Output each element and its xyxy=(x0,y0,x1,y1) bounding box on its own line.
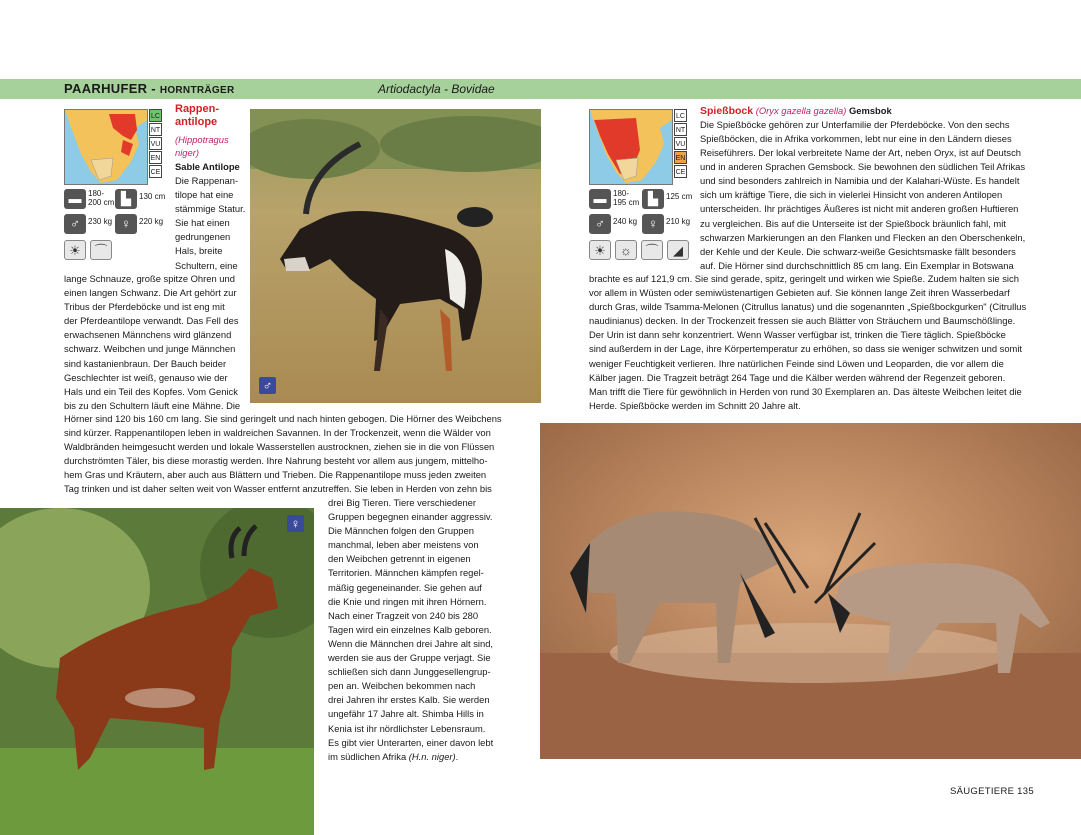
text-line: der Pferdeantilope verwandt. Das Fell des xyxy=(64,315,239,327)
oryx-distribution-map xyxy=(589,109,673,185)
sable-last-line xyxy=(328,750,458,764)
oryx-sci-name: (Oryx gazella gazella) xyxy=(755,105,847,116)
text-line: Tag trinken und ist daher selten weit von Wasser entfernt anzutreffen. Sie leben in Herden von zehn bis xyxy=(64,483,492,495)
text-line: sind kastanienbraun. Der Bauch beider xyxy=(64,357,227,369)
text-line: Waldbränden heimgesucht werden und lokale Wasserstellen austrocknen, ziehen sie in die von Flüssen xyxy=(64,441,495,453)
sable-distribution-map xyxy=(64,109,148,185)
text-line: erwachsenen Männchens wird glänzend xyxy=(64,329,232,341)
text-line: tilope hat eine xyxy=(175,189,234,201)
text-line: zu vergleichen. Bis auf die Unterseite ist der Spießbock bräunlich fahl, mit xyxy=(700,217,1006,229)
male-weight-icon: ♂ xyxy=(64,214,86,234)
text-line: Es gibt vier Unterarten, einer davon lebt xyxy=(328,736,494,748)
species-name-line2: antilope xyxy=(175,116,218,128)
oryx-first-line xyxy=(700,104,892,118)
habitat-icon: ⌒ xyxy=(90,240,112,260)
sable-wide-text xyxy=(64,412,502,497)
text-line: den Weibchen getrennt in eigenen xyxy=(328,553,471,565)
text-line: lange Schnauze, große spitze Ohren und xyxy=(64,273,235,284)
text-line: Tribus der Pferdeböcke und ist eng mit xyxy=(64,301,225,313)
text-line: Reiseführers. Der lokal verbreitete Name der Art, neben Oryx, ist auf Deutsch xyxy=(700,147,1021,159)
text-line: hem Gras und Kräutern, aber auch aus Blättern und Trieben. Die Rappenantilope muss jeden zweiten xyxy=(64,469,487,481)
text-line: brachte es auf 121,9 cm. Sie sind gerade, spitz, geringelt und wirken wie Spieße. Zudem halten sie sich xyxy=(589,273,1019,284)
sable-weight-male: 230 kg xyxy=(88,217,113,226)
oryx-wide-text xyxy=(589,272,1026,413)
last-line-sci: (H.n. niger) xyxy=(408,751,456,762)
text-line: sind außerdem in der Lage, ihre Körpertemperatur zu erhöhen, so dass sie weniger schwitzen und somit xyxy=(589,343,1023,355)
iucn-vu: VU xyxy=(674,137,687,150)
text-line: Sie hat einen xyxy=(175,217,230,229)
last-line-suffix: . xyxy=(455,751,459,762)
text-line: drei Jahren ihr erstes Kalb. Sie werden xyxy=(328,694,490,706)
shoulder-height-icon: ▙ xyxy=(642,189,664,209)
fighting-oryx-photo xyxy=(540,423,1081,759)
sci-name-line1: (Hippotragus xyxy=(175,134,229,145)
text-line: vor allem in Wüsten oder semiwüstenartigen Gebieten auf. Sie können lange Zeit ihren Wasserbedarf xyxy=(589,287,1010,299)
text-line: Hörner sind 120 bis 160 cm lang. Sie sind geringelt und nach hinten gebogen. Die Hörner des Weibchens xyxy=(64,413,502,424)
male-sable-photo xyxy=(250,109,541,403)
iucn-vu: VU xyxy=(149,137,162,150)
oryx-first-text-line: Die Spießböcke gehören zur Unterfamilie der Pferdeböcke. Von den sechs xyxy=(700,119,1010,130)
page-footer: SÄUGETIERE 135 xyxy=(950,786,1034,797)
text-line: auf. Die Hörner sind durchschnittlich 85 cm lang. Ein Exemplar in Botswana xyxy=(700,259,1014,271)
sun-activity-icon: ☀ xyxy=(64,240,86,260)
oryx-intro-text xyxy=(700,132,1025,273)
male-weight-icon: ♂ xyxy=(589,214,611,234)
text-line: mäßig gegeneinander. Sie gehen auf xyxy=(328,581,482,593)
savanna-habitat-icon: ⌒ xyxy=(641,240,663,260)
sable-column-text xyxy=(328,496,493,750)
text-line: stämmige Statur. xyxy=(175,203,246,215)
text-line: schließen sich dann Junggesellengrup- xyxy=(328,666,491,678)
text-line: pen an. Weibchen bekommen nach xyxy=(328,680,476,692)
text-line: schwarzen Markierungen an den Flanken und Flecken an den Oberschenkeln, xyxy=(700,231,1026,243)
sable-english-name: Sable Antilope xyxy=(175,161,240,172)
text-line: Gruppen begegnen einander aggressiv. xyxy=(328,511,493,523)
text-line: und in anderen Sprachen Gemsbock. Sie bewohnen den südlichen Teil Afrikas xyxy=(700,161,1026,173)
text-line: Geschlechter ist weiß, genauso wie der xyxy=(64,371,228,383)
text-line: Schultern, eine xyxy=(175,259,238,271)
oryx-english-name: Gemsbok xyxy=(849,105,892,116)
text-line: Wenn die Männchen drei Jahre alt sind, xyxy=(328,637,494,649)
text-line: Herde. Spießböcke werden im Schnitt 20 Jahre alt. xyxy=(589,399,801,411)
text-line: unterscheiden. Ihr prächtiges Äußeres ist nicht mit anderen großen Huftieren xyxy=(700,203,1019,215)
last-line-prefix: im südlichen Afrika xyxy=(328,751,409,762)
text-line: Kälber jagen. Die Tragzeit beträgt 264 Tage und die Kälber werden während der Regenzeit geboren. xyxy=(589,371,1006,383)
text-line: Die Rappenan- xyxy=(175,175,239,186)
text-line: sind kürzer. Rappenantilopen leben in waldreichen Savannen. In der Trockenzeit, wenn die Wälder von xyxy=(64,427,491,439)
dune-habitat-icon: ◢ xyxy=(667,240,689,260)
iucn-ce: CE xyxy=(149,165,162,178)
text-line: ungefähr 17 Jahre alt. Shimba Hills in xyxy=(328,708,484,720)
text-line: und sind besonders zahlreich in Namibia und der Kalahari-Wüste. Es handelt xyxy=(700,175,1020,187)
text-line: der Kehle und der Keule. Die schwarz-weiße Gesichtsmaske fällt besonders xyxy=(700,245,1016,257)
iucn-lc: LC xyxy=(674,109,687,122)
body-length-icon: ▬ xyxy=(589,189,611,209)
section-title: PAARHUFER - HORNTRÄGER xyxy=(64,81,235,96)
sable-title xyxy=(175,103,219,129)
text-line: Man trifft die Tiere für gewöhnlich in Herden von rund 30 Exemplaren an. Das älteste Weibchen leitet die xyxy=(589,385,1022,397)
text-line: manchmal, leben aber meistens von xyxy=(328,539,479,551)
female-weight-icon: ♀ xyxy=(642,214,664,234)
oryx-height: 125 cm xyxy=(666,192,693,201)
shoulder-height-icon: ▙ xyxy=(115,189,137,209)
oryx-iucn-status xyxy=(674,109,687,179)
text-line: naudinianus) decken. In der Trockenzeit fressen sie auch Blätter von Sträuchern und Baumschößlinge. xyxy=(589,315,1016,327)
sable-intro-text xyxy=(175,174,245,273)
text-line: einen langen Schwanz. Die Art gehört zur xyxy=(64,287,237,299)
female-symbol-badge: ♀ xyxy=(287,515,304,532)
text-line: gedrungenen xyxy=(175,231,231,243)
text-line: weniger Feuchtigkeit verlieren. Ihre natürlichen Feinde sind Löwen und Leoparden, die vor allem die xyxy=(589,357,1004,369)
oryx-length: 180- 195 cm xyxy=(613,189,640,207)
iucn-lc: LC xyxy=(149,109,162,122)
desert-habitat-icon: ☼ xyxy=(615,240,637,260)
sable-body-text xyxy=(64,272,240,413)
female-weight-icon: ♀ xyxy=(115,214,137,234)
section-name: PAARHUFER xyxy=(64,81,148,96)
sci-name-line2: niger) xyxy=(175,147,199,158)
text-line: Territorien. Männchen kämpfen regel- xyxy=(328,567,484,579)
iucn-nt: NT xyxy=(674,123,687,136)
text-line: die Knie und ringen mit ihren Hörnern. xyxy=(328,595,487,607)
text-line: Spießböcken, die in Afrika vorkommen, lebt nur eine in den Ländern dieses xyxy=(700,133,1012,144)
body-length-icon: ▬ xyxy=(64,189,86,209)
iucn-ce: CE xyxy=(674,165,687,178)
oryx-name: Spießbock xyxy=(700,105,754,117)
text-line: sich um kräftige Tiere, die sich in vielerlei Hinsicht von anderen Antilopen xyxy=(700,189,1003,201)
text-line: durchströmten Täler, bis diese morastig werden. Ihre Nahrung besteht vor allem aus jungem, mittelho- xyxy=(64,455,488,467)
species-name-line1: Rappen- xyxy=(175,103,219,115)
iucn-nt: NT xyxy=(149,123,162,136)
sable-length: 180- 200 cm xyxy=(88,189,115,207)
text-line: Der Urin ist dann sehr konzentriert. Wenn Wasser verfügbar ist, trinken die Tiere täglich. Spießböcke xyxy=(589,329,1006,341)
text-line: drei Big Tieren. Tiere verschiedener xyxy=(328,497,476,508)
text-line: bis zu den Schultern läuft eine Mähne. Die xyxy=(64,399,241,411)
subsection-name: HORNTRÄGER xyxy=(159,85,235,96)
text-line: durch Gras, wilde Tsamma-Melonen (Citrullus lanatus) und die sogenannten „Spießbockgurken" (Citrullus xyxy=(589,301,1027,313)
text-line: schwarz. Weibchen und junge Männchen xyxy=(64,343,236,355)
sun-activity-icon: ☀ xyxy=(589,240,611,260)
text-line: Tagen wird ein einzelnes Kalb geboren. xyxy=(328,623,492,635)
text-line: werden sie aus der Gruppe verjagt. Sie xyxy=(328,652,491,664)
female-sable-photo xyxy=(0,508,314,835)
oryx-weight-male: 240 kg xyxy=(613,217,638,226)
text-line: Die Männchen folgen den Gruppen xyxy=(328,525,474,537)
oryx-weight-female: 210 kg xyxy=(666,217,691,226)
sable-scientific-name xyxy=(175,133,229,159)
family-name: Artiodactyla - Bovidae xyxy=(378,82,495,96)
male-symbol-badge: ♂ xyxy=(259,377,276,394)
sable-height: 130 cm xyxy=(139,192,166,201)
text-line: Hals und ein Teil des Kopfes. Vom Genick xyxy=(64,385,238,397)
section-header-band xyxy=(0,79,1081,99)
sable-weight-female: 220 kg xyxy=(139,217,164,226)
text-line: Nach einer Tragzeit von 240 bis 280 xyxy=(328,609,479,621)
iucn-en: EN xyxy=(149,151,162,164)
text-line: Kenia ist ihr nördlichster Lebensraum. xyxy=(328,722,486,734)
iucn-en: EN xyxy=(674,151,687,164)
text-line: Hals, breite xyxy=(175,245,223,257)
sable-iucn-status xyxy=(149,109,162,179)
